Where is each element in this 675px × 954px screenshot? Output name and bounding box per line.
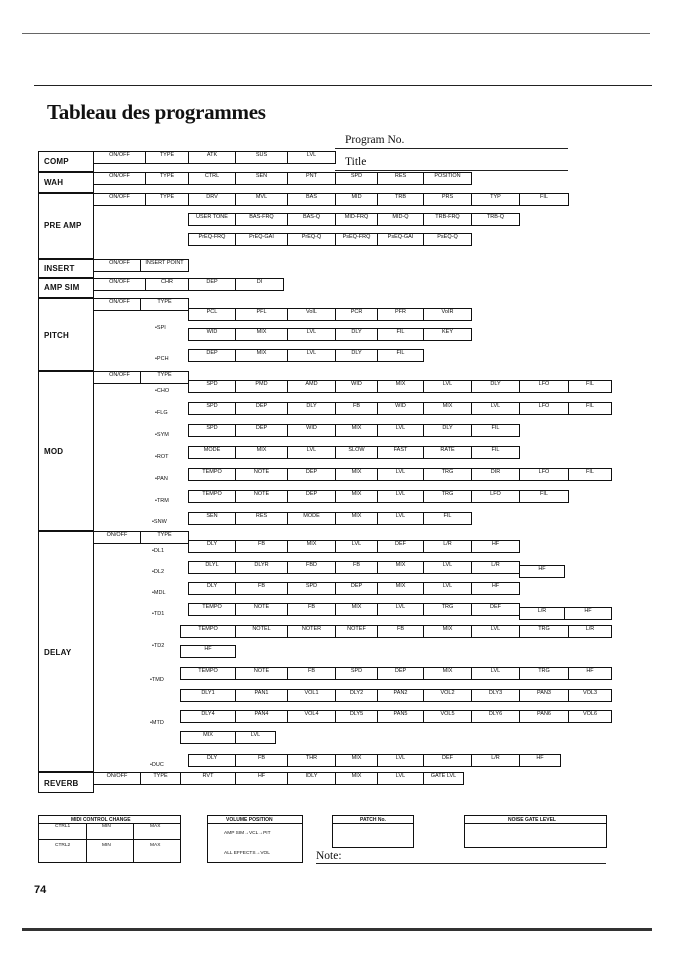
type-sublabel: •TD1 [152, 611, 165, 617]
param-cell: NOTE [235, 667, 288, 680]
param-cell: ON/OFF [93, 772, 141, 785]
param-cell: PsEQ-Q [423, 233, 472, 246]
param-cell: DLY [335, 328, 378, 341]
param-cell: PFL [235, 308, 288, 321]
param-cell: DEP [188, 278, 236, 291]
title-line [335, 170, 568, 171]
param-cell: DEP [188, 349, 236, 362]
param-cell: TEMPO [188, 490, 236, 503]
param-cell: MIX [377, 582, 424, 595]
param-cell: TYPE [140, 772, 181, 785]
param-cell: DLY2 [335, 689, 378, 702]
param-cell: ATK [188, 151, 236, 164]
param-cell: THR [287, 754, 336, 767]
param-cell: LVL [287, 349, 336, 362]
param-cell: PrEQ-GAI [235, 233, 288, 246]
param-cell: TYPE [145, 193, 189, 206]
param-cell: WID [188, 328, 236, 341]
section-label: MOD [44, 447, 64, 456]
param-cell: USER TONE [188, 213, 236, 226]
param-cell: PMD [235, 380, 288, 393]
param-cell: WID [335, 380, 378, 393]
param-cell: LVL [335, 540, 378, 553]
page-title: Tableau des programmes [47, 100, 266, 124]
param-cell: NOTER [287, 625, 336, 638]
param-cell: FIL [377, 328, 424, 341]
param-cell: FIL [568, 380, 612, 393]
param-cell: MIX [335, 603, 378, 616]
type-sublabel: •SNW [152, 519, 167, 525]
param-cell: DRV [188, 193, 236, 206]
type-sublabel: •SYM [155, 432, 169, 438]
param-cell: DEP [235, 424, 288, 437]
param-cell: LVL [287, 446, 336, 459]
param-cell: DLY4 [180, 710, 236, 723]
param-cell: FB [287, 603, 336, 616]
param-cell: LVL [471, 402, 520, 415]
param-cell: DLYR [235, 561, 288, 574]
param-cell: GATE LVL [423, 772, 464, 785]
param-cell: PCR [335, 308, 378, 321]
section-label: PITCH [44, 331, 69, 340]
param-cell: MID-Q [377, 213, 424, 226]
program-no-line [335, 148, 568, 149]
section-label: AMP SIM [44, 283, 80, 292]
param-cell: L/R [423, 540, 472, 553]
param-cell: BAS-Q [287, 213, 336, 226]
param-cell: TEMPO [180, 667, 236, 680]
param-cell: MIX [235, 349, 288, 362]
param-cell: ON/OFF [93, 259, 146, 272]
param-cell: SEN [188, 512, 236, 525]
param-cell: NOTE [235, 468, 288, 481]
param-cell: NOTE [235, 603, 288, 616]
param-cell: FB [235, 540, 288, 553]
param-cell: VOL4 [287, 710, 336, 723]
param-cell: FIL [377, 349, 424, 362]
param-cell: MODE [188, 446, 236, 459]
param-cell: FB [235, 754, 288, 767]
param-cell: PAN2 [377, 689, 424, 702]
param-cell: ON/OFF [93, 151, 146, 164]
param-cell: PAN6 [519, 710, 569, 723]
param-cell: MID-FRQ [335, 213, 378, 226]
top-rule [22, 33, 650, 34]
param-cell: PNT [287, 172, 336, 185]
param-cell: MIX [377, 561, 424, 574]
type-sublabel: •DL1 [152, 548, 165, 554]
param-cell: HF [568, 667, 612, 680]
param-cell: TYPE [140, 371, 189, 384]
param-cell: DLY [188, 582, 236, 595]
param-cell: NOTE [235, 490, 288, 503]
param-cell: HF [471, 582, 520, 595]
param-cell: DLY [423, 424, 472, 437]
param-cell: DEP [335, 582, 378, 595]
param-cell: DLY [188, 540, 236, 553]
param-cell: FB [235, 582, 288, 595]
param-cell: LFO [519, 380, 569, 393]
type-sublabel: •PAN [155, 476, 168, 482]
param-cell: TYPE [140, 531, 189, 544]
param-cell: ON/OFF [93, 531, 141, 544]
param-cell: TYPE [145, 151, 189, 164]
param-cell: VOL1 [287, 689, 336, 702]
param-cell: FB [287, 667, 336, 680]
param-cell: FB [377, 625, 424, 638]
type-sublabel: •TD2 [152, 643, 165, 649]
volume-title: VOLUME POSITION [226, 817, 273, 823]
param-cell: BAS-FRQ [235, 213, 288, 226]
param-cell: SLOW [335, 446, 378, 459]
param-cell: MIX [335, 512, 378, 525]
param-cell: LVL [471, 625, 520, 638]
param-cell: TRG [423, 468, 472, 481]
param-cell: DLY5 [335, 710, 378, 723]
param-cell: TRG [423, 603, 472, 616]
param-cell: LVL [287, 328, 336, 341]
note-line [316, 863, 606, 864]
param-cell: SPD [188, 402, 236, 415]
param-cell: VOL3 [568, 689, 612, 702]
type-sublabel: •DL2 [152, 569, 165, 575]
param-cell: NOTEL [235, 625, 288, 638]
type-sublabel: •MTD [150, 720, 164, 726]
volume-row-2: ALL EFFECTS→VOL [224, 851, 270, 856]
section-label: WAH [44, 178, 64, 187]
param-cell: CTRL [188, 172, 236, 185]
midi-max1: MAX [150, 824, 161, 829]
param-cell: ON/OFF [93, 193, 146, 206]
param-cell: DEP [235, 402, 288, 415]
param-cell: DEF [471, 603, 520, 616]
param-cell: SPD [335, 172, 378, 185]
param-cell: VoIL [287, 308, 336, 321]
param-cell: HF [235, 772, 288, 785]
param-cell: ON/OFF [93, 172, 146, 185]
noise-gate-title: NOISE GATE LEVEL [508, 817, 556, 823]
param-cell: POSITION [423, 172, 472, 185]
type-sublabel: •FLG [155, 410, 168, 416]
param-cell: HF [471, 540, 520, 553]
param-cell: FIL [519, 490, 569, 503]
midi-min2: MIN [102, 843, 111, 848]
param-cell: MIX [335, 772, 378, 785]
param-cell: PAN3 [519, 689, 569, 702]
param-cell: SPD [188, 424, 236, 437]
param-cell: KEY [423, 328, 472, 341]
section-label: INSERT [44, 264, 75, 273]
param-cell: MIX [180, 731, 236, 744]
param-cell: LVL [377, 512, 424, 525]
param-cell: FIL [423, 512, 472, 525]
param-cell: MIX [235, 328, 288, 341]
param-cell: INSERT POINT [140, 259, 189, 272]
param-cell: MIX [377, 380, 424, 393]
param-cell: WID [287, 424, 336, 437]
param-cell: L/R [471, 561, 520, 574]
param-cell: TRB-FRQ [423, 213, 472, 226]
param-cell: FAST [377, 446, 424, 459]
param-cell: RES [377, 172, 424, 185]
param-cell: FIL [471, 424, 520, 437]
param-cell: L/R [471, 754, 520, 767]
volume-position-box [207, 815, 303, 863]
param-cell: ON/OFF [93, 298, 146, 311]
param-cell: MIX [335, 490, 378, 503]
param-cell: RATE [423, 446, 472, 459]
param-cell: HF [564, 607, 612, 620]
param-cell: VOL2 [423, 689, 472, 702]
param-cell: TRB [377, 193, 424, 206]
param-cell: LFO [471, 490, 520, 503]
param-cell: DLY [335, 349, 378, 362]
param-cell: LVL [423, 561, 472, 574]
param-cell: MID [335, 193, 378, 206]
param-cell: DI [235, 278, 284, 291]
page-number: 74 [34, 884, 47, 896]
patch-no-box [332, 815, 414, 848]
section-label: PRE AMP [44, 221, 82, 230]
param-cell: DIR [471, 468, 520, 481]
param-cell: VoIR [423, 308, 472, 321]
param-cell: SEN [235, 172, 288, 185]
midi-control-box [38, 815, 181, 863]
type-sublabel: •TRM [155, 498, 169, 504]
param-cell: TRG [423, 490, 472, 503]
param-cell: VOL5 [423, 710, 472, 723]
param-cell: MODE [287, 512, 336, 525]
param-cell: TEMPO [180, 625, 236, 638]
noise-gate-box [464, 815, 607, 848]
type-sublabel: •SPI [155, 325, 166, 331]
param-cell: LVL [377, 424, 424, 437]
param-cell: DLY1 [180, 689, 236, 702]
param-cell: FB [335, 561, 378, 574]
param-cell: MIX [287, 540, 336, 553]
param-cell: FB [335, 402, 378, 415]
param-cell: LVL [377, 603, 424, 616]
param-cell: MVL [235, 193, 288, 206]
param-cell: SPD [335, 667, 378, 680]
param-cell: TRB-Q [471, 213, 520, 226]
param-cell: LVL [235, 731, 276, 744]
midi-ctrl2: CTRL2 [55, 843, 71, 848]
param-cell: LVL [377, 772, 424, 785]
param-cell: VOL6 [568, 710, 612, 723]
param-cell: ON/OFF [93, 371, 146, 384]
param-cell: TYP [471, 193, 520, 206]
param-cell: HF [519, 754, 561, 767]
param-cell: DLY [287, 402, 336, 415]
param-cell: PFR [377, 308, 424, 321]
param-cell: LVL [287, 151, 336, 164]
param-cell: TRG [519, 625, 569, 638]
param-cell: MIX [423, 402, 472, 415]
param-cell: HF [180, 645, 236, 658]
volume-row-1: AMP SIM→VCL→PIT [224, 831, 271, 836]
param-cell: BAS [287, 193, 336, 206]
type-sublabel: •DUC [150, 762, 164, 768]
param-cell: DLY3 [471, 689, 520, 702]
title-label: Title [345, 156, 367, 168]
param-cell: SPD [188, 380, 236, 393]
param-cell: CHR [145, 278, 189, 291]
param-cell: LVL [423, 380, 472, 393]
param-cell: LVL [377, 468, 424, 481]
param-cell: MIX [335, 754, 378, 767]
param-cell: DEP [287, 490, 336, 503]
param-cell: PRS [423, 193, 472, 206]
param-cell: FBD [287, 561, 336, 574]
param-cell: PAN4 [235, 710, 288, 723]
header-rule [34, 85, 652, 86]
midi-title: MIDI CONTROL CHANGE [71, 817, 131, 823]
param-cell: SPD [287, 582, 336, 595]
section-label: COMP [44, 157, 69, 166]
param-cell: TYPE [145, 172, 189, 185]
param-cell: LVL [377, 754, 424, 767]
param-cell: MIX [235, 446, 288, 459]
type-sublabel: •MDL [152, 590, 166, 596]
param-cell: FIL [471, 446, 520, 459]
param-cell: LVL [423, 582, 472, 595]
param-cell: TEMPO [188, 603, 236, 616]
note-label: Note: [316, 850, 342, 862]
midi-max2: MAX [150, 843, 161, 848]
param-cell: DEF [377, 540, 424, 553]
param-cell: MIX [423, 667, 472, 680]
param-cell: TEMPO [188, 468, 236, 481]
param-cell: HF [519, 565, 565, 578]
midi-min1: MIN [102, 824, 111, 829]
param-cell: L/R [519, 607, 565, 620]
type-sublabel: •CHO [155, 388, 170, 394]
param-cell: LFO [519, 402, 569, 415]
param-cell: DLY6 [471, 710, 520, 723]
param-cell: PAN1 [235, 689, 288, 702]
param-cell: IDLY [287, 772, 336, 785]
type-sublabel: •PCH [155, 356, 169, 362]
bottom-rule [22, 928, 652, 931]
type-sublabel: •ROT [155, 454, 169, 460]
param-cell: FIL [519, 193, 569, 206]
param-cell: PsEQ-FRQ [335, 233, 378, 246]
param-cell: LVL [471, 667, 520, 680]
param-cell: DLYL [188, 561, 236, 574]
type-sublabel: •TMD [150, 677, 164, 683]
param-cell: RES [235, 512, 288, 525]
param-cell: ON/OFF [93, 278, 146, 291]
param-cell: SUS [235, 151, 288, 164]
param-cell: MIX [335, 424, 378, 437]
param-cell: WID [377, 402, 424, 415]
param-cell: LFO [519, 468, 569, 481]
param-cell: PsEQ-GAI [377, 233, 424, 246]
param-cell: DLY [471, 380, 520, 393]
param-cell: FIL [568, 402, 612, 415]
patch-title: PATCH No. [360, 817, 386, 823]
param-cell: L/R [568, 625, 612, 638]
param-cell: PAN5 [377, 710, 424, 723]
param-cell: MIX [423, 625, 472, 638]
param-cell: AMD [287, 380, 336, 393]
param-cell: DLY [188, 754, 236, 767]
param-cell: NOTEF [335, 625, 378, 638]
param-cell: PCL [188, 308, 236, 321]
param-cell: DEF [423, 754, 472, 767]
param-cell: LVL [377, 490, 424, 503]
param-cell: TYPE [140, 298, 189, 311]
param-cell: PrEQ-FRQ [188, 233, 236, 246]
param-cell: RVT [180, 772, 236, 785]
param-cell: DEP [377, 667, 424, 680]
section-label: DELAY [44, 648, 72, 657]
param-cell: MIX [335, 468, 378, 481]
param-cell: TRG [519, 667, 569, 680]
param-cell: PrEQ-Q [287, 233, 336, 246]
program-no-label: Program No. [345, 134, 405, 146]
param-cell: DEP [287, 468, 336, 481]
section-label: REVERB [44, 779, 79, 788]
midi-ctrl1: CTRL1 [55, 824, 71, 829]
param-cell: FIL [568, 468, 612, 481]
